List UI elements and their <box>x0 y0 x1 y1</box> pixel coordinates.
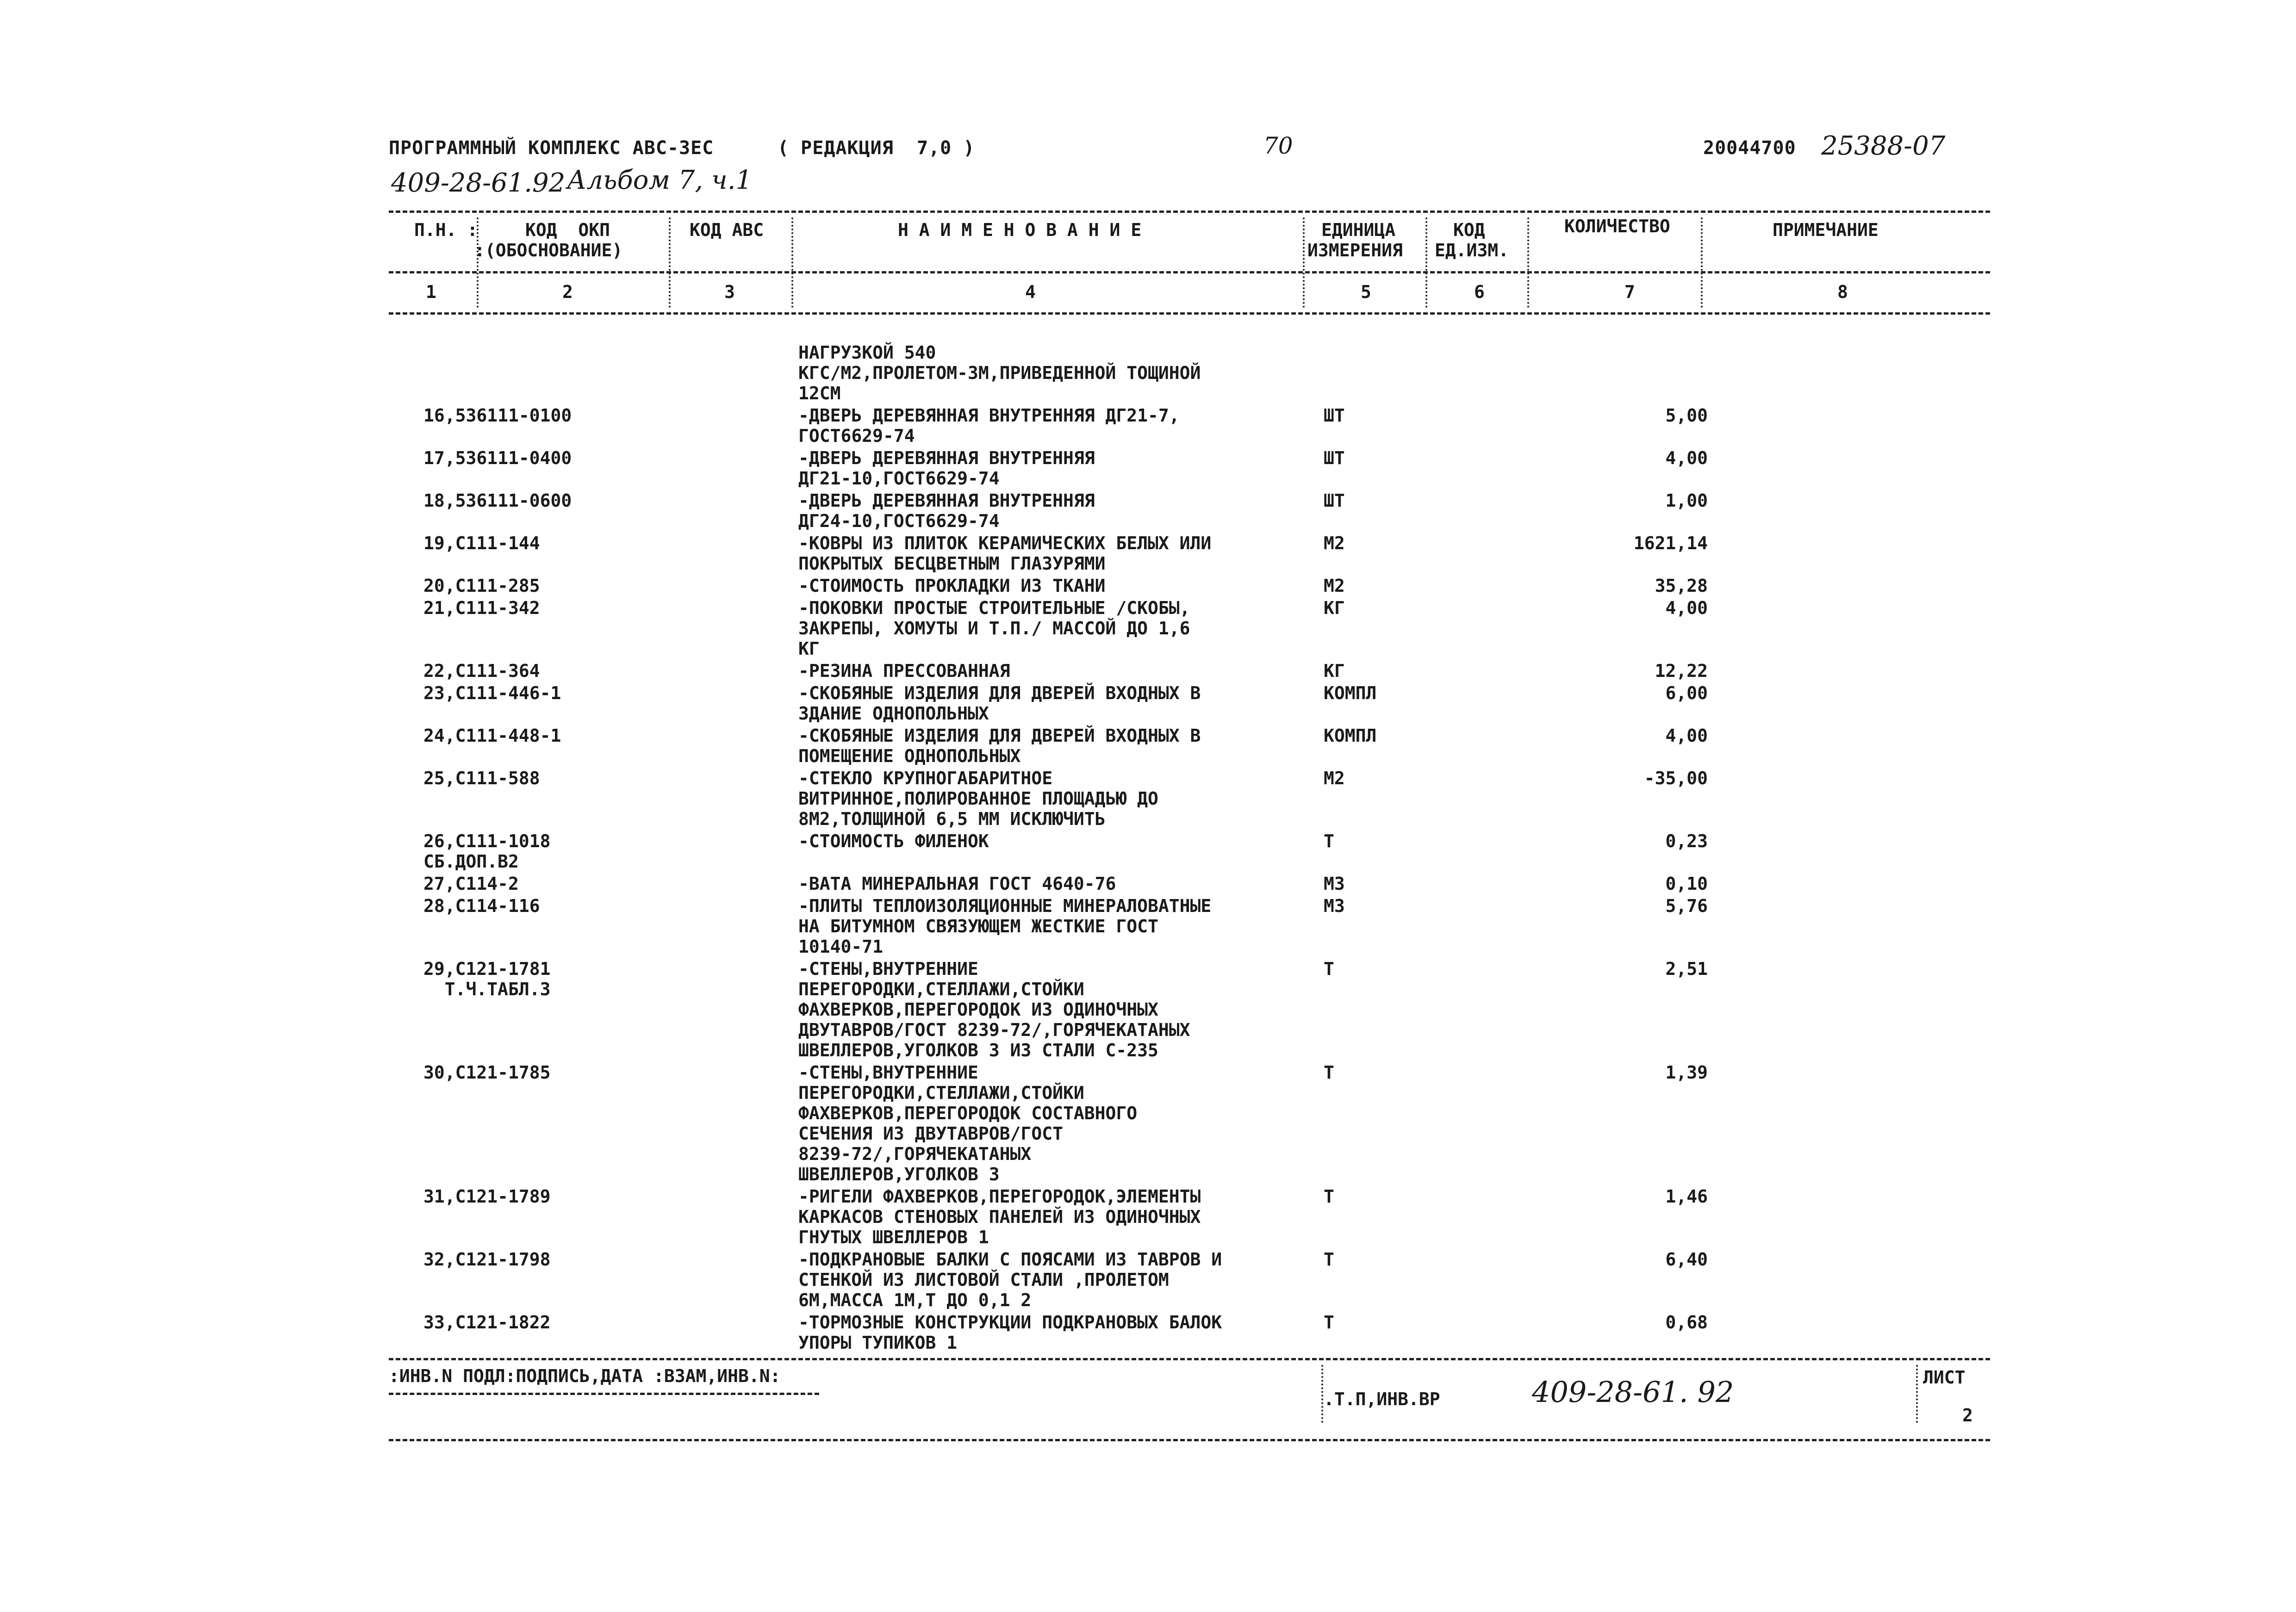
row-unit: Т <box>1324 1312 1334 1333</box>
row-code: 33,С121-1822 <box>423 1312 551 1333</box>
row-code-ref: СБ.ДОП.В2 <box>423 851 519 872</box>
row-name-line: КГ <box>798 639 820 659</box>
row-name-line: -СКОБЯНЫЕ ИЗДЕЛИЯ ДЛЯ ДВЕРЕЙ ВХОДНЫХ В <box>798 725 1201 746</box>
row-name-line: -СТЕНЫ,ВНУТРЕННИЕ <box>798 1062 978 1083</box>
row-name-line: ГОСТ6629-74 <box>798 426 915 446</box>
row-name-line: -ВАТА МИНЕРАЛЬНАЯ ГОСТ 4640-76 <box>798 874 1116 894</box>
row-unit: ШТ <box>1324 490 1345 511</box>
row-name-line: ГНУТЫХ ШВЕЛЛЕРОВ 1 <box>798 1227 989 1247</box>
row-qty: 5,76 <box>1665 896 1708 916</box>
row-name-line: 10140-71 <box>798 936 884 957</box>
row-name-line: -СТОИМОСТЬ ФИЛЕНОК <box>798 831 989 851</box>
row-name-line: КГС/М2,ПРОЛЕТОМ-3М,ПРИВЕДЕННОЙ ТОЩИНОЙ <box>798 363 1201 383</box>
col-abc: КОД АВС <box>690 220 764 240</box>
row-name-line: УПОРЫ ТУПИКОВ 1 <box>798 1333 958 1353</box>
row-unit: КОМПЛ <box>1324 683 1377 703</box>
row-code: 20,С111-285 <box>423 576 540 596</box>
col-number-6: 6 <box>1474 282 1485 302</box>
row-name-line: ЗДАНИЕ ОДНОПОЛЬНЫХ <box>798 703 989 724</box>
row-name-line: ДГ21-10,ГОСТ6629-74 <box>798 468 1000 489</box>
row-code: 26,С111-1018 <box>423 831 551 851</box>
row-code: 27,С114-2 <box>423 874 519 894</box>
row-code: 23,С111-446-1 <box>423 683 561 703</box>
row-code: 25,С111-588 <box>423 768 540 788</box>
col-qty: КОЛИЧЕСТВО <box>1564 216 1670 236</box>
row-qty: 12,22 <box>1655 661 1708 681</box>
row-unit: М3 <box>1324 896 1345 916</box>
row-qty: 0,23 <box>1665 831 1708 851</box>
row-name-line: 8М2,ТОЛЩИНОЙ 6,5 ММ ИСКЛЮЧИТЬ <box>798 809 1106 829</box>
row-code-ref: Т.Ч.ТАБЛ.3 <box>423 979 551 999</box>
row-qty: 1,39 <box>1665 1062 1708 1083</box>
album-label: Альбом 7, ч.1 <box>567 165 753 195</box>
col-name: Н А И М Е Н О В А Н И Е <box>898 220 1142 240</box>
row-name-line: -ДВЕРЬ ДЕРЕВЯННАЯ ВНУТРЕННЯЯ ДГ21-7, <box>798 405 1180 426</box>
row-code: 19,С111-144 <box>423 533 540 553</box>
col-pn: П.Н. : <box>414 220 478 240</box>
row-name-line: ПОМЕЩЕНИЕ ОДНОПОЛЬНЫХ <box>798 746 1021 766</box>
row-unit: ШТ <box>1324 405 1345 426</box>
row-name-line: 6М,МАССА 1М,Т ДО 0,1 2 <box>798 1290 1032 1310</box>
col-unit: ЕДИНИЦА <box>1321 220 1396 240</box>
footer-divider <box>1321 1365 1323 1423</box>
sheet-label: ЛИСТ <box>1923 1367 1966 1388</box>
col-divider <box>1425 217 1427 308</box>
row-code: 18,536111-0600 <box>423 490 572 511</box>
row-name-line: ДВУТАВРОВ/ГОСТ 8239-72/,ГОРЯЧЕКАТАНЫХ <box>798 1020 1190 1040</box>
row-name-line: СТЕНКОЙ ИЗ ЛИСТОВОЙ СТАЛИ ,ПРОЛЕТОМ <box>798 1270 1169 1290</box>
row-code: 21,С111-342 <box>423 598 540 618</box>
row-name-line: -РИГЕЛИ ФАХВЕРКОВ,ПЕРЕГОРОДОК,ЭЛЕМЕНТЫ <box>798 1186 1201 1207</box>
row-name-line: -РЕЗИНА ПРЕССОВАННАЯ <box>798 661 1010 681</box>
col-unit-sub: ИЗМЕРЕНИЯ <box>1307 240 1403 260</box>
row-name-line: -СКОБЯНЫЕ ИЗДЕЛИЯ ДЛЯ ДВЕРЕЙ ВХОДНЫХ В <box>798 683 1201 703</box>
row-name-line: -КОВРЫ ИЗ ПЛИТОК КЕРАМИЧЕСКИХ БЕЛЫХ ИЛИ <box>798 533 1212 553</box>
row-code: 22,С111-364 <box>423 661 540 681</box>
row-name-line: -СТОИМОСТЬ ПРОКЛАДКИ ИЗ ТКАНИ <box>798 576 1106 596</box>
row-unit: Т <box>1324 1249 1334 1270</box>
row-unit: Т <box>1324 1186 1334 1207</box>
tp-value: 409-28-61. 92 <box>1532 1375 1734 1409</box>
row-unit: М2 <box>1324 768 1345 788</box>
sheet-number: 2 <box>1962 1405 1973 1426</box>
row-name-line: ДГ24-10,ГОСТ6629-74 <box>798 511 1000 531</box>
col-number-5: 5 <box>1361 282 1371 302</box>
row-qty: 1621,14 <box>1633 533 1708 553</box>
row-name-line: -ПОКОВКИ ПРОСТЫЕ СТРОИТЕЛЬНЫЕ /СКОБЫ, <box>798 598 1190 618</box>
col-number-1: 1 <box>426 282 436 302</box>
row-code: 29,С121-1781 <box>423 959 551 979</box>
row-name-line: ПЕРЕГОРОДКИ,СТЕЛЛАЖИ,СТОЙКИ <box>798 1083 1084 1103</box>
row-code: 30,С121-1785 <box>423 1062 551 1083</box>
row-name-line: ШВЕЛЛЕРОВ,УГОЛКОВ 3 ИЗ СТАЛИ С-235 <box>798 1040 1158 1060</box>
row-qty: 5,00 <box>1665 405 1708 426</box>
row-qty: 4,00 <box>1665 598 1708 618</box>
col-number-3: 3 <box>724 282 735 302</box>
footer-top-rule <box>389 1358 1990 1360</box>
row-name-line: 12СМ <box>798 383 841 403</box>
row-qty: 35,28 <box>1655 576 1708 596</box>
header-rule <box>389 271 1990 273</box>
row-qty: 1,46 <box>1665 1186 1708 1207</box>
program-name: ПРОГРАММНЫЙ КОМПЛЕКС АВС-3ЕС <box>389 137 714 159</box>
footer-bottom-rule <box>389 1439 1990 1441</box>
row-name-line: ПОКРЫТЫХ БЕСЦВЕТНЫМ ГЛАЗУРЯМИ <box>798 553 1106 574</box>
row-qty: 0,68 <box>1665 1312 1708 1333</box>
row-name-line: 8239-72/,ГОРЯЧЕКАТАНЫХ <box>798 1144 1032 1164</box>
row-name-line: -ДВЕРЬ ДЕРЕВЯННАЯ ВНУТРЕННЯЯ <box>798 490 1095 511</box>
row-qty: 4,00 <box>1665 448 1708 468</box>
row-name-line: НА БИТУМНОМ СВЯЗУЮЩЕМ ЖЕСТКИЕ ГОСТ <box>798 916 1158 936</box>
doc-code: 20044700 <box>1703 137 1796 159</box>
row-name-line: -СТЕНЫ,ВНУТРЕННИЕ <box>798 959 978 979</box>
col-divider <box>1303 217 1305 308</box>
footer-divider <box>1916 1365 1918 1423</box>
col-number-8: 8 <box>1837 282 1848 302</box>
col-ucode-sub: ЕД.ИЗМ. <box>1435 240 1509 260</box>
row-name-line: ВИТРИННОЕ,ПОЛИРОВАННОЕ ПЛОЩАДЬЮ ДО <box>798 788 1158 809</box>
row-unit: Т <box>1324 831 1334 851</box>
col-divider <box>1701 217 1703 308</box>
row-qty: 0,10 <box>1665 874 1708 894</box>
row-code: 31,С121-1789 <box>423 1186 551 1207</box>
doc-code-handwritten: 25388-07 <box>1821 131 1946 161</box>
row-unit: КОМПЛ <box>1324 725 1377 746</box>
col-divider <box>669 217 671 308</box>
row-name-line: ПЕРЕГОРОДКИ,СТЕЛЛАЖИ,СТОЙКИ <box>798 979 1084 999</box>
album-code: 409-28-61.92 <box>391 168 566 198</box>
row-qty: 1,00 <box>1665 490 1708 511</box>
row-unit: М2 <box>1324 576 1345 596</box>
col-divider <box>791 217 793 308</box>
row-unit: Т <box>1324 1062 1334 1083</box>
row-name-line: -ДВЕРЬ ДЕРЕВЯННАЯ ВНУТРЕННЯЯ <box>798 448 1095 468</box>
row-name-line: ФАХВЕРКОВ,ПЕРЕГОРОДОК ИЗ ОДИНОЧНЫХ <box>798 999 1158 1020</box>
col-divider <box>477 217 479 308</box>
row-unit: КГ <box>1324 661 1345 681</box>
col-number-2: 2 <box>562 282 573 302</box>
col-okp-sub: :(ОБОСНОВАНИЕ) <box>474 240 623 260</box>
page-number: 70 <box>1263 132 1293 159</box>
row-code: 17,536111-0400 <box>423 448 572 468</box>
col-number-4: 4 <box>1025 282 1036 302</box>
col-okp: КОД ОКП <box>525 220 610 240</box>
row-unit: М2 <box>1324 533 1345 553</box>
row-unit: Т <box>1324 959 1334 979</box>
row-name-line: КАРКАСОВ СТЕНОВЫХ ПАНЕЛЕЙ ИЗ ОДИНОЧНЫХ <box>798 1207 1201 1227</box>
row-unit: ШТ <box>1324 448 1345 468</box>
col-divider <box>1527 217 1529 308</box>
tp-label: .Т.П,ИНВ.ВР <box>1324 1389 1440 1409</box>
edition-label: ( РЕДАКЦИЯ 7,0 ) <box>778 137 975 159</box>
row-qty: 6,40 <box>1665 1249 1708 1270</box>
row-code: 24,С111-448-1 <box>423 725 561 746</box>
table-top-rule <box>389 211 1990 213</box>
col-ucode: КОД <box>1453 220 1485 240</box>
row-name-line: -СТЕКЛО КРУПНОГАБАРИТНОЕ <box>798 768 1053 788</box>
row-name-line: -ТОРМОЗНЫЕ КОНСТРУКЦИИ ПОДКРАНОВЫХ БАЛОК <box>798 1312 1222 1333</box>
row-name-line: -ПЛИТЫ ТЕПЛОИЗОЛЯЦИОННЫЕ МИНЕРАЛОВАТНЫЕ <box>798 896 1212 916</box>
row-qty: 2,51 <box>1665 959 1708 979</box>
col-number-7: 7 <box>1624 282 1635 302</box>
inv-label: :ИНВ.N ПОДЛ:ПОДПИСЬ,ДАТА :ВЗАМ,ИНВ.N: <box>389 1366 781 1386</box>
row-code: 16,536111-0100 <box>423 405 572 426</box>
col-note: ПРИМЕЧАНИЕ <box>1773 220 1879 240</box>
row-code: 32,С121-1798 <box>423 1249 551 1270</box>
row-name-line: СЕЧЕНИЯ ИЗ ДВУТАВРОВ/ГОСТ <box>798 1123 1063 1144</box>
row-name-line: НАГРУЗКОЙ 540 <box>798 342 936 363</box>
row-unit: КГ <box>1324 598 1345 618</box>
row-qty: -35,00 <box>1644 768 1708 788</box>
row-unit: М3 <box>1324 874 1345 894</box>
row-name-line: ШВЕЛЛЕРОВ,УГОЛКОВ 3 <box>798 1164 1000 1184</box>
row-name-line: ФАХВЕРКОВ,ПЕРЕГОРОДОК СОСТАВНОГО <box>798 1103 1138 1123</box>
row-name-line: -ПОДКРАНОВЫЕ БАЛКИ С ПОЯСАМИ ИЗ ТАВРОВ И <box>798 1249 1222 1270</box>
numbers-rule <box>389 312 1990 315</box>
footer-mid-rule <box>389 1393 819 1395</box>
row-code: 28,С114-116 <box>423 896 540 916</box>
row-qty: 6,00 <box>1665 683 1708 703</box>
row-qty: 4,00 <box>1665 725 1708 746</box>
row-name-line: ЗАКРЕПЫ, ХОМУТЫ И Т.П./ МАССОЙ ДО 1,6 <box>798 618 1190 639</box>
